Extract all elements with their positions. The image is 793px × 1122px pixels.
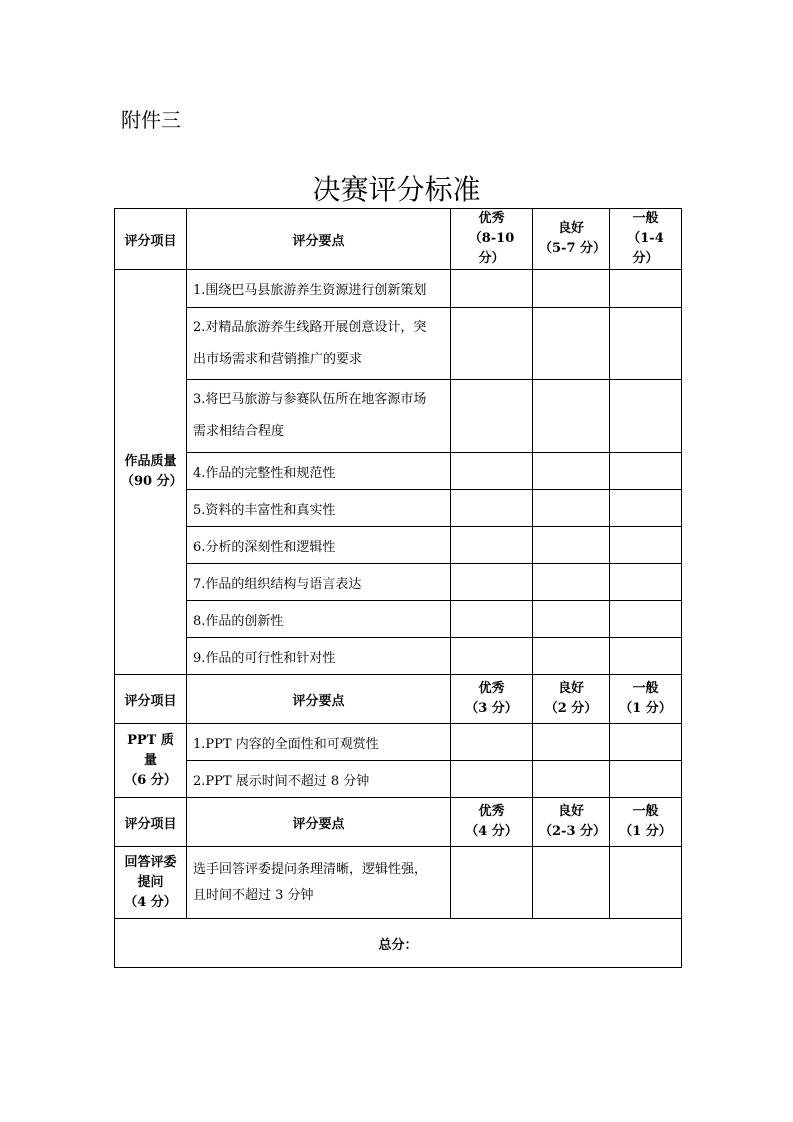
score-cell[interactable] xyxy=(533,564,610,601)
score-cell[interactable] xyxy=(533,761,610,798)
score-cell[interactable] xyxy=(451,847,533,919)
score-cell[interactable] xyxy=(610,847,682,919)
header-excellent: 优秀 （8-10 分） xyxy=(451,209,533,270)
score-cell[interactable] xyxy=(451,453,533,490)
table-row xyxy=(115,270,682,308)
attachment-label: 附件三 xyxy=(121,108,181,132)
table-header-row xyxy=(115,675,682,724)
table-row xyxy=(115,490,682,527)
table-header-row xyxy=(115,209,682,270)
score-cell[interactable] xyxy=(451,490,533,527)
score-cell[interactable] xyxy=(451,527,533,564)
score-cell[interactable] xyxy=(610,308,682,380)
table-row xyxy=(115,847,682,919)
table-row xyxy=(115,761,682,798)
criterion: 8.作品的创新性 xyxy=(187,601,451,638)
table-row xyxy=(115,564,682,601)
criterion: 5.资料的丰富性和真实性 xyxy=(187,490,451,527)
header-item: 评分项目 xyxy=(115,798,187,847)
score-cell[interactable] xyxy=(451,270,533,308)
table-row xyxy=(115,308,682,380)
score-cell[interactable] xyxy=(610,380,682,453)
header-item: 评分项目 xyxy=(115,675,187,724)
score-cell[interactable] xyxy=(610,270,682,308)
score-cell[interactable] xyxy=(533,490,610,527)
total-row xyxy=(115,919,682,968)
score-cell[interactable] xyxy=(610,490,682,527)
header-good: 良好 （2 分） xyxy=(533,675,610,724)
category-quality: 作品质量 （90 分） xyxy=(115,270,187,675)
score-cell[interactable] xyxy=(610,601,682,638)
criterion: 选手回答评委提问条理清晰，逻辑性强， 且时间不超过 3 分钟 xyxy=(187,847,451,919)
table-header-row xyxy=(115,798,682,847)
score-cell[interactable] xyxy=(533,601,610,638)
category-ppt: PPT 质量 （6 分） xyxy=(115,724,187,798)
score-cell[interactable] xyxy=(610,638,682,675)
table-row xyxy=(115,601,682,638)
score-cell[interactable] xyxy=(533,308,610,380)
score-cell[interactable] xyxy=(533,638,610,675)
score-cell[interactable] xyxy=(533,847,610,919)
header-average: 一般 （1 分） xyxy=(610,798,682,847)
score-cell[interactable] xyxy=(451,724,533,761)
header-good: 良好 （2-3 分） xyxy=(533,798,610,847)
criterion: 4.作品的完整性和规范性 xyxy=(187,453,451,490)
scoring-table xyxy=(114,208,682,968)
score-cell[interactable] xyxy=(610,453,682,490)
category-answer: 回答评委 提问 （4 分） xyxy=(115,847,187,919)
score-cell[interactable] xyxy=(451,564,533,601)
criterion: 2.PPT 展示时间不超过 8 分钟 xyxy=(187,761,451,798)
score-cell[interactable] xyxy=(533,380,610,453)
header-excellent: 优秀 （3 分） xyxy=(451,675,533,724)
header-excellent: 优秀 （4 分） xyxy=(451,798,533,847)
table-row xyxy=(115,527,682,564)
header-good: 良好 （5-7 分） xyxy=(533,209,610,270)
criterion: 9.作品的可行性和针对性 xyxy=(187,638,451,675)
header-points: 评分要点 xyxy=(187,675,451,724)
criterion: 1.PPT 内容的全面性和可观赏性 xyxy=(187,724,451,761)
score-cell[interactable] xyxy=(451,638,533,675)
criterion: 3.将巴马旅游与参赛队伍所在地客源市场 需求相结合程度 xyxy=(187,380,451,453)
criterion: 2.对精品旅游养生线路开展创意设计，突 出市场需求和营销推广的要求 xyxy=(187,308,451,380)
score-cell[interactable] xyxy=(610,527,682,564)
score-cell[interactable] xyxy=(533,527,610,564)
header-points: 评分要点 xyxy=(187,209,451,270)
score-cell[interactable] xyxy=(610,724,682,761)
page-title: 决赛评分标准 xyxy=(312,173,481,206)
criterion: 7.作品的组织结构与语言表达 xyxy=(187,564,451,601)
score-cell[interactable] xyxy=(533,724,610,761)
total-label: 总分： xyxy=(115,919,682,968)
header-item: 评分项目 xyxy=(115,209,187,270)
score-cell[interactable] xyxy=(610,761,682,798)
score-cell[interactable] xyxy=(451,601,533,638)
table-row xyxy=(115,724,682,761)
table-row xyxy=(115,453,682,490)
criterion: 1.围绕巴马县旅游养生资源进行创新策划 xyxy=(187,270,451,308)
header-points: 评分要点 xyxy=(187,798,451,847)
score-cell[interactable] xyxy=(451,761,533,798)
score-cell[interactable] xyxy=(533,270,610,308)
header-average: 一般 （1-4 分） xyxy=(610,209,682,270)
criterion: 6.分析的深刻性和逻辑性 xyxy=(187,527,451,564)
table-row xyxy=(115,380,682,453)
header-average: 一般 （1 分） xyxy=(610,675,682,724)
score-cell[interactable] xyxy=(610,564,682,601)
table-row xyxy=(115,638,682,675)
score-cell[interactable] xyxy=(451,308,533,380)
score-cell[interactable] xyxy=(451,380,533,453)
score-cell[interactable] xyxy=(533,453,610,490)
